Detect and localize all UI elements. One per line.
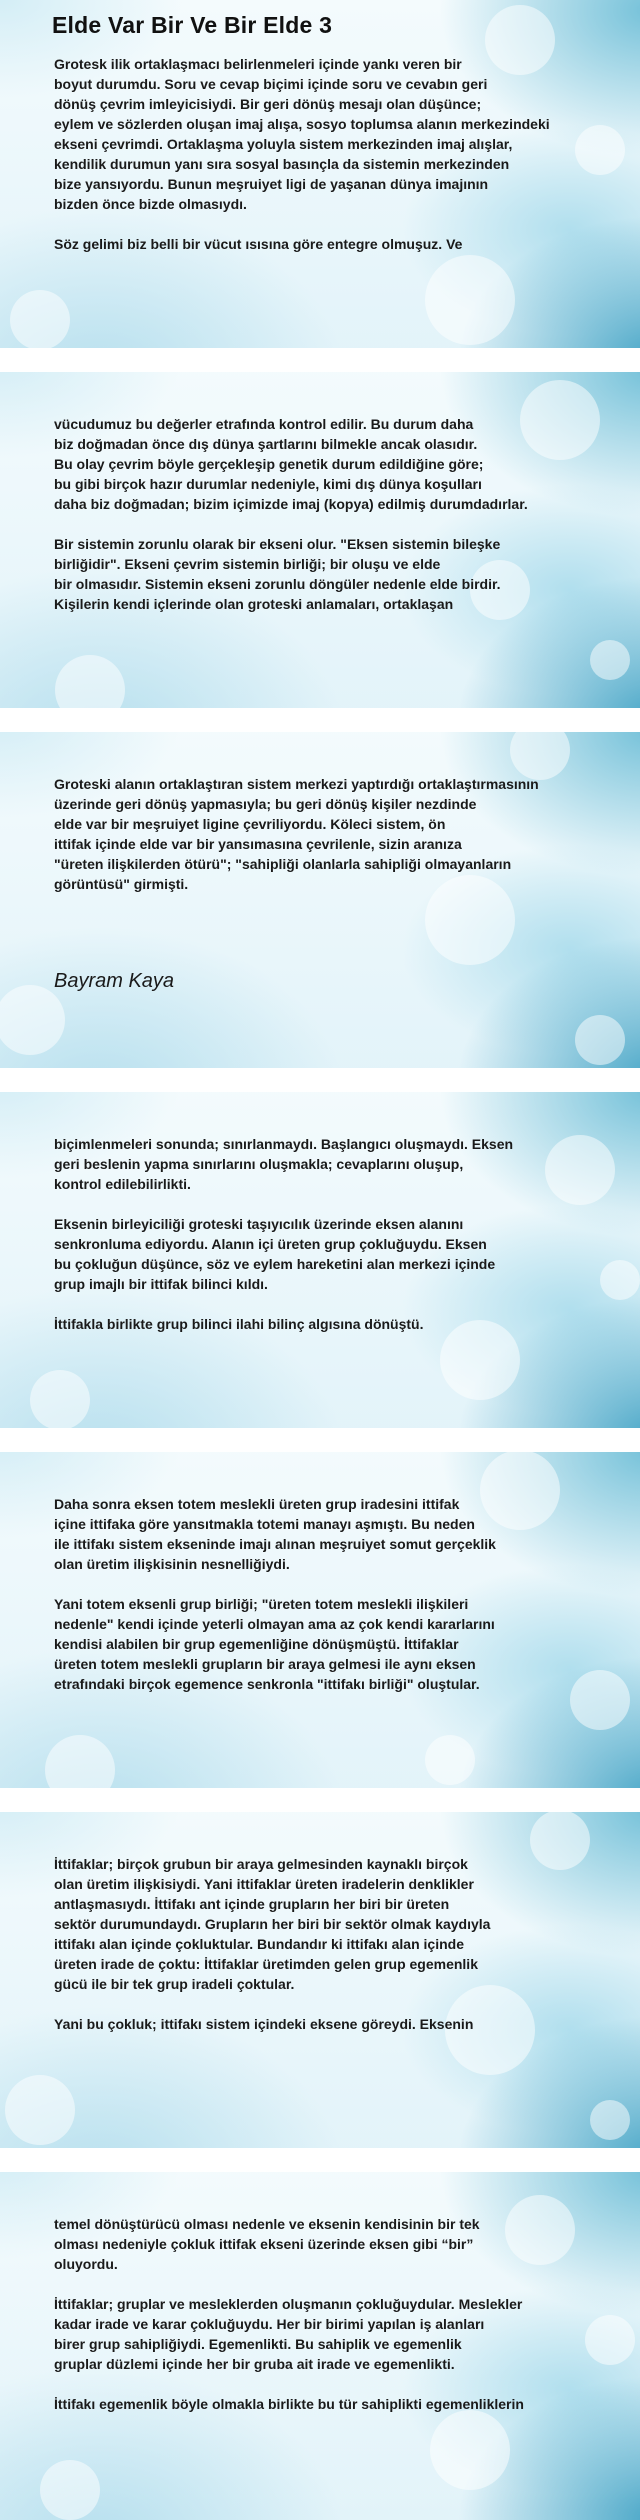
page-text xyxy=(54,1854,490,2034)
text-line: vücudumuz bu değerler etrafında kontrol edilir. Bu durum daha xyxy=(54,416,474,432)
bokeh-decoration xyxy=(520,380,600,460)
page-3 xyxy=(0,720,640,1080)
text-line: gücü ile bir tek grup iradeli çoktular. xyxy=(54,1976,295,1992)
text-line: bu gibi birçok hazır durumlar nedeniyle, kimi dış dünya koşulları xyxy=(54,476,482,492)
text-line: nedenle" kendi içinde yeterli olmayan ama az çok kendi kararlarını xyxy=(54,1616,495,1632)
text-line: Daha sonra eksen totem meslekli üreten grup iradesini ittifak xyxy=(54,1496,460,1512)
page-separator xyxy=(0,348,640,372)
bokeh-decoration xyxy=(530,1810,590,1870)
bokeh-decoration xyxy=(40,2460,100,2520)
text-line: biz doğmadan önce dış dünya şartlarını bilmekle ancak olasıdır. xyxy=(54,436,478,452)
text-line: gruplar düzlemi içinde her bir gruba ait irade ve egemenlikti. xyxy=(54,2356,455,2372)
page-2 xyxy=(0,360,640,720)
text-line: ittifak içinde elde var bir yansımasına çevrilenle, sizin aranıza xyxy=(54,836,462,852)
text-line: kendisi alabilen bir grup egemenliğine dönüşmüştü. İttifaklar xyxy=(54,1636,459,1652)
author-signature: Bayram Kaya xyxy=(54,970,175,992)
text-line: sektör durumundaydı. Grupların her biri bir sektör olmak kaydıyla xyxy=(54,1916,491,1932)
text-line: olan üretim ilişkisiydi. Yani ittifaklar üreten iradelerin denklikler xyxy=(54,1876,474,1892)
text-line: oluyordu. xyxy=(54,2256,118,2272)
page-separator xyxy=(0,1068,640,1092)
paragraph-gap xyxy=(54,214,550,234)
text-line: biçimlenmeleri sonunda; sınırlanmaydı. Başlangıcı oluşmaydı. Eksen xyxy=(54,1136,514,1152)
paragraph-gap xyxy=(54,2274,524,2294)
text-line: İttifakı egemenlik böyle olmakla birlikte bu tür sahiplikti egemenliklerin xyxy=(54,2396,524,2412)
text-line: etrafındaki birçok egemence senkronla "ittifakı birliği" oluştular. xyxy=(54,1676,480,1692)
bokeh-decoration xyxy=(425,255,515,345)
text-line: bir olmasıdır. Sistemin ekseni zorunlu döngüler nedenle elde birdir. xyxy=(54,576,501,592)
text-line: birliğidir". Ekseni çevrim sistemin birliği; bir oluşu ve elde xyxy=(54,556,441,572)
text-line: görüntüsü" girmişti. xyxy=(54,876,189,892)
text-line: ekseni çevrimdi. Ortaklaşma yoluyla sistem merkezinden imaj alışlar, xyxy=(54,136,513,152)
text-line: İttifakla birlikte grup bilinci ilahi bilinç algısına dönüştü. xyxy=(54,1316,424,1332)
bokeh-decoration xyxy=(585,2315,635,2365)
text-line: geri beslenin yapma sınırlarını oluşmakla; cevaplarını oluşup, xyxy=(54,1156,464,1172)
text-line: kadar irade ve karar çokluğuydu. Her bir birimi yapılan iş alanları xyxy=(54,2316,485,2332)
page-text xyxy=(54,2214,524,2414)
paragraph-gap xyxy=(54,1574,496,1594)
text-line: Groteski alanın ortaklaştıran sistem merkezi yaptırdığı ortaklaştırmasının xyxy=(54,776,539,792)
text-line: bize yansıyordu. Bunun meşruiyet ligi de yaşanan dünya imajının xyxy=(54,176,489,192)
page-text xyxy=(54,1494,496,1694)
paragraph-gap xyxy=(54,514,528,534)
text-line: ittifakı alan içinde çokluktular. Bundandır ki ittifakı alan içinde xyxy=(54,1936,464,1952)
page-5 xyxy=(0,1440,640,1800)
paragraph-gap xyxy=(54,2374,524,2394)
text-line: olması nedeniyle çokluk ittifak ekseni üzerinde eksen gibi “bir” xyxy=(54,2236,474,2252)
text-line: kontrol edilebilirlikti. xyxy=(54,1176,191,1192)
text-line: daha biz doğmadan; bizim içimizde imaj (kopya) edilmiş durumdadırlar. xyxy=(54,496,528,512)
bokeh-decoration xyxy=(430,2410,510,2490)
text-line: ile ittifakı sistem ekseninde imajı alınan meşruiyet somut gerçeklik xyxy=(54,1536,496,1552)
page-4 xyxy=(0,1080,640,1440)
text-line: boyut durumdu. Soru ve cevap biçimi içinde soru ve cevabın geri xyxy=(54,76,488,92)
paragraph-gap xyxy=(54,1194,513,1214)
bokeh-decoration xyxy=(0,985,65,1055)
page-separator xyxy=(0,708,640,732)
page-text xyxy=(54,774,539,894)
page-text xyxy=(54,1134,513,1334)
bokeh-decoration xyxy=(10,290,70,350)
text-line: bizden önce bizde olmasıydı. xyxy=(54,196,247,212)
bokeh-decoration xyxy=(600,1260,640,1300)
bokeh-decoration xyxy=(545,1135,615,1205)
text-line: Kişilerin kendi içlerinde olan groteski anlamaları, ortaklaşan xyxy=(54,596,454,612)
text-line: Yani bu çokluk; ittifakı sistem içindeki eksene göreydi. Eksenin xyxy=(54,2016,474,2032)
text-line: grup imajlı bir ittifak bilinci kıldı. xyxy=(54,1276,268,1292)
bokeh-decoration xyxy=(575,1015,625,1065)
text-line: elde var bir meşruiyet ligine çevriliyordu. Köleci sistem, ön xyxy=(54,816,446,832)
text-line: "üreten ilişkilerden ötürü"; "sahipliği olanlarla sahipliği olmayanların xyxy=(54,856,512,872)
text-line: kendilik durumun yanı sıra sosyal basınçla da sistemin merkezinden xyxy=(54,156,510,172)
page-text xyxy=(54,54,550,254)
bokeh-decoration xyxy=(575,125,625,175)
text-line: senkronluma ediyordu. Alanın içi üreten grup çokluğuydu. Eksen xyxy=(54,1236,487,1252)
text-line: birer grup sahipliğiydi. Egemenlikti. Bu sahiplik ve egemenlik xyxy=(54,2336,462,2352)
text-line: Bir sistemin zorunlu olarak bir ekseni olur. "Eksen sistemin bileşke xyxy=(54,536,501,552)
bokeh-decoration xyxy=(425,1735,475,1785)
document-title: Elde Var Bir Ve Bir Elde 3 xyxy=(52,12,333,38)
page-separator xyxy=(0,1428,640,1452)
page-text xyxy=(54,414,528,614)
bokeh-decoration xyxy=(590,2100,630,2140)
text-line: antlaşmasıydı. İttifakı ant içinde grupların her biri bir üreten xyxy=(54,1896,450,1912)
text-line: bu çokluğun düşünce, söz ve eylem hareketini alan merkezi içinde xyxy=(54,1256,496,1272)
bokeh-decoration xyxy=(5,2075,75,2145)
page-7 xyxy=(0,2160,640,2520)
text-line: İttifaklar; birçok grubun bir araya gelmesinden kaynaklı birçok xyxy=(54,1856,468,1872)
text-line: temel dönüştürücü olması nedenle ve eksenin kendisinin bir tek xyxy=(54,2216,480,2232)
bokeh-decoration xyxy=(590,640,630,680)
text-line: Eksenin birleyiciliği groteski taşıyıcılık üzerinde eksen alanını xyxy=(54,1216,464,1232)
text-line: dönüş çevrim imleyicisiydi. Bir geri dönüş mesajı olan düşünce; xyxy=(54,96,482,112)
text-line: Grotesk ilik ortaklaşmacı belirlenmeleri içinde yankı veren bir xyxy=(54,56,462,72)
text-line: Yani totem eksenli grup birliği; "üreten totem meslekli ilişkileri xyxy=(54,1596,469,1612)
text-line: olan üretim ilişkisinin nesnelliğiydi. xyxy=(54,1556,290,1572)
text-line: üzerinde geri dönüş yapmasıyla; bu geri dönüş kişiler nezdinde xyxy=(54,796,477,812)
text-line: Bu olay çevrim böyle gerçekleşip genetik durum edildiğine göre; xyxy=(54,456,484,472)
text-line: İttifaklar; gruplar ve mesleklerden oluşmanın çokluğuydular. Meslekler xyxy=(54,2296,523,2312)
bokeh-decoration xyxy=(570,1670,630,1730)
text-line: üreten irade de çoktu: İttifaklar üretimden gelen grup egemenlik xyxy=(54,1956,478,1972)
page-separator xyxy=(0,2148,640,2172)
page-6 xyxy=(0,1800,640,2160)
bokeh-decoration xyxy=(30,1370,90,1430)
text-line: Söz gelimi biz belli bir vücut ısısına göre entegre olmuşuz. Ve xyxy=(54,236,463,252)
text-line: içine ittifaka göre yansıtmakla totemi manayı aşmıştı. Bu neden xyxy=(54,1516,475,1532)
text-line: üreten totem meslekli grupların bir araya gelmesi ile aynı eksen xyxy=(54,1656,476,1672)
text-line: eylem ve sözlerden oluşan imaj alışa, sosyo toplumsa alanın merkezindeki xyxy=(54,116,550,132)
paragraph-gap xyxy=(54,1994,490,2014)
paragraph-gap xyxy=(54,1294,513,1314)
page-1 xyxy=(0,0,640,360)
page-separator xyxy=(0,1788,640,1812)
